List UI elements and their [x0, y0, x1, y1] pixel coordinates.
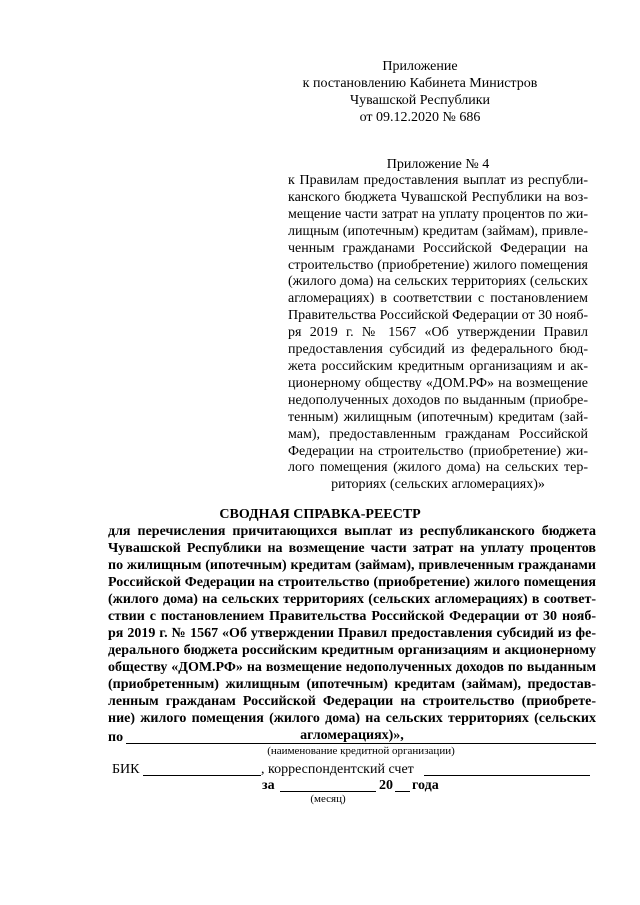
top-appendix-line: к постановлению Кабинета Министров [302, 76, 538, 91]
appendix4-line: мам), предоставленным гражданам Российской [288, 426, 588, 442]
appendix4-line: лого помещения (жилого дома) на сельских тер- [288, 460, 588, 476]
appendix4-line: тенным) жилищным (ипотечным) кредитам (зай- [288, 409, 588, 425]
document-title: СВОДНАЯ СПРАВКА-РЕЕСТР [219, 507, 421, 522]
subtitle-line: Российской Федерации на строительство (приобретение) жилого помещения [108, 575, 596, 590]
subtitle-line: (жилого дома) на сельских территориях (сельских агломерациях) в соответ- [108, 592, 596, 607]
appendix4-line: канского бюджета Чувашской Республики на воз- [288, 189, 588, 205]
subtitle-line: ленным гражданам Российской Федерации на строительство (приобрете- [108, 694, 596, 709]
appendix4-line: лищным (ипотечным) кредитам (займам), привле- [288, 223, 588, 239]
appendix4-line: строительство (приобретение) жилого помещения [288, 257, 588, 273]
top-appendix-line: Чувашской Республики [349, 93, 491, 108]
subtitle-line: ря 2019 г. № 1567 «Об утверждении Правил предоставления субсидий из фе- [108, 626, 596, 641]
appendix4-line: недополученных доходов по выданным (приобре- [288, 392, 588, 408]
year-prefix: 20 [379, 778, 393, 793]
subtitle-line: Чувашской Республики на возмещение части затрат на уплату процентов [108, 541, 596, 556]
subtitle-line: (приобретенным) жилищным (ипотечным) кредитам (займам), предостав- [108, 677, 596, 692]
top-appendix-line: Приложение [382, 59, 458, 74]
appendix4-line: Правительства Российской Федерации от 30 нояб- [288, 308, 589, 324]
document-subtitle [108, 523, 596, 744]
subtitle-line: обществу «ДОМ.РФ» на возмещение недополученных доходов по выданным [108, 660, 596, 675]
subtitle-line: по жилищным (ипотечным) кредитам (займам), привлеченным гражданами [108, 558, 596, 573]
subtitle-line: для перечисления причитающихся выплат из республиканского бюджета [108, 524, 596, 539]
appendix4-line: риториях (сельских агломерациях)» [331, 477, 545, 493]
year-suffix: года [412, 778, 439, 793]
appendix4-line: ционерному обществу «ДОМ.РФ» на возмещение [288, 375, 588, 391]
appendix4-line: ченным гражданами Российской Федерации на [288, 240, 588, 256]
month-caption: (месяц) [310, 793, 346, 805]
bik-field[interactable] [143, 775, 261, 776]
za-label: за [262, 778, 275, 793]
subtitle-line: ствии с постановлением Правительства Российской Федерации от 30 нояб- [108, 609, 596, 624]
top-appendix-block [300, 58, 540, 126]
po-label: по [108, 730, 124, 745]
appendix4-line: жета российским кредитным организациям и ак- [288, 358, 588, 374]
subtitle-line: дерального бюджета российским кредитным организациям и акционерному [108, 643, 596, 658]
appendix4-line: мещение части затрат на уплату процентов по жи- [288, 206, 589, 222]
year-field[interactable] [395, 791, 410, 792]
corr-account-label: , корреспондентский счет [261, 762, 414, 777]
subtitle-line: ние) жилого помещения (жилого дома) на сельских территориях (сельских [108, 711, 596, 726]
appendix4-line: предоставления субсидий из федерального бюд- [288, 342, 588, 358]
subtitle-line: агломерациях)», [300, 728, 404, 743]
bik-label: БИК [112, 762, 140, 777]
month-field[interactable] [280, 791, 376, 792]
org-name-caption: (наименование кредитной организации) [267, 745, 455, 757]
appendix4-line: к Правилам предоставления выплат из республи- [288, 173, 588, 188]
appendix4-line: ря 2019 г. № 1567 «Об утверждении Правил [288, 325, 588, 341]
corr-account-field[interactable] [424, 775, 590, 776]
appendix4-line: агломерациях) в соответствии с постановлением [288, 291, 588, 307]
top-appendix-line: от 09.12.2020 № 686 [359, 110, 481, 125]
appendix4-line: (жилого дома) на сельских территориях (сельских [288, 274, 588, 290]
org-name-field[interactable] [126, 743, 596, 744]
appendix4-title: Приложение № 4 [386, 157, 490, 172]
appendix4-body [288, 173, 588, 494]
appendix4-line: Федерации на строительство (приобретение) жи- [288, 443, 588, 459]
